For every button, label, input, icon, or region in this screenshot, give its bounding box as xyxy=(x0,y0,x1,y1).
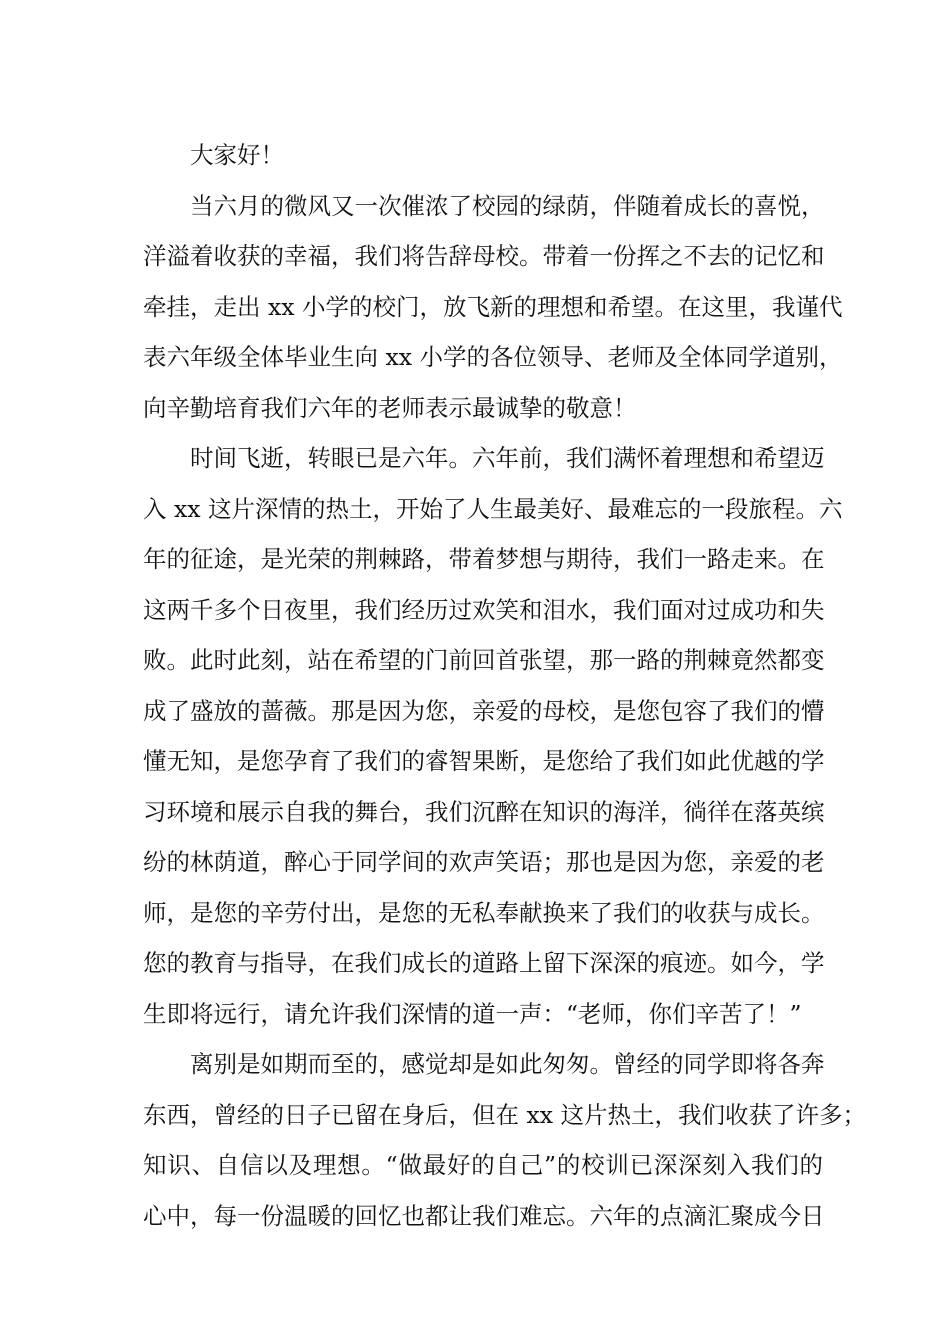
paragraph-2-line-1: 时间飞逝，转眼已是六年。六年前，我们满怀着理想和希望迈 xyxy=(190,444,825,472)
paragraph-2-line-8: 习环境和展示自我的舞台，我们沉醉在知识的海洋，徜徉在落英缤 xyxy=(143,797,825,826)
paragraph-2-line-3: 年的征途，是光荣的荆棘路，带着梦想与期待，我们一路走来。在 xyxy=(143,545,825,573)
paragraph-1-line-1: 当六月的微风又一次催浓了校园的绿荫，伴随着成长的喜悦， xyxy=(190,191,825,220)
paragraph-2-line-10: 师，是您的辛劳付出，是您的无私奉献换来了我们的收获与成长。 xyxy=(143,898,825,927)
paragraph-3-line-3: 知识、自信以及理想。“做最好的自己”的校训已深深刻入我们的 xyxy=(143,1151,823,1179)
speech-body xyxy=(143,130,866,1241)
paragraph-2-line-6: 成了盛放的蔷薇。那是因为您，亲爱的母校，是您包容了我们的懵 xyxy=(143,696,825,725)
paragraph-1-line-5: 向辛勤培育我们六年的老师表示最诚挚的敬意！ xyxy=(143,393,637,422)
paragraph-1-line-2: 洋溢着收获的幸福，我们将告辞母校。带着一份挥之不去的记忆和 xyxy=(143,242,825,270)
paragraph-1-line-4: 表六年级全体毕业生向 xx 小学的各位领导、老师及全体同学道别， xyxy=(143,343,843,371)
paragraph-1-line-3: 牵挂，走出 xx 小学的校门，放飞新的理想和希望。在这里，我谨代 xyxy=(143,292,843,321)
paragraph-2-line-9: 纷的林荫道，醉心于同学间的欢声笑语；那也是因为您，亲爱的老 xyxy=(143,848,825,876)
paragraph-2-line-12: 生即将远行，请允许我们深情的道一声：“老师，你们辛苦了！” xyxy=(143,999,802,1028)
paragraph-2-line-4: 这两千多个日夜里，我们经历过欢笑和泪水，我们面对过成功和失 xyxy=(143,595,825,624)
paragraph-2-line-5: 败。此时此刻，站在希望的门前回首张望，那一路的荆棘竟然都变 xyxy=(143,646,825,674)
paragraph-3-line-4: 心中，每一份温暖的回忆也都让我们难忘。六年的点滴汇聚成今日 xyxy=(143,1201,825,1230)
greeting-line: 大家好！ xyxy=(190,141,284,169)
paragraph-3-line-2: 东西，曾经的日子已留在身后，但在 xx 这片热土，我们收获了许多； xyxy=(143,1100,866,1129)
paragraph-2-line-7: 懂无知，是您孕育了我们的睿智果断，是您给了我们如此优越的学 xyxy=(143,747,825,775)
paragraph-2-line-2: 入 xx 这片深情的热土，开始了人生最美好、最难忘的一段旅程。六 xyxy=(143,494,843,523)
paragraph-3-line-1: 离别是如期而至的，感觉却是如此匆匆。曾经的同学即将各奔 xyxy=(190,1050,825,1078)
paragraph-2-line-11: 您的教育与指导，在我们成长的道路上留下深深的痕迹。如今，学 xyxy=(143,949,825,977)
